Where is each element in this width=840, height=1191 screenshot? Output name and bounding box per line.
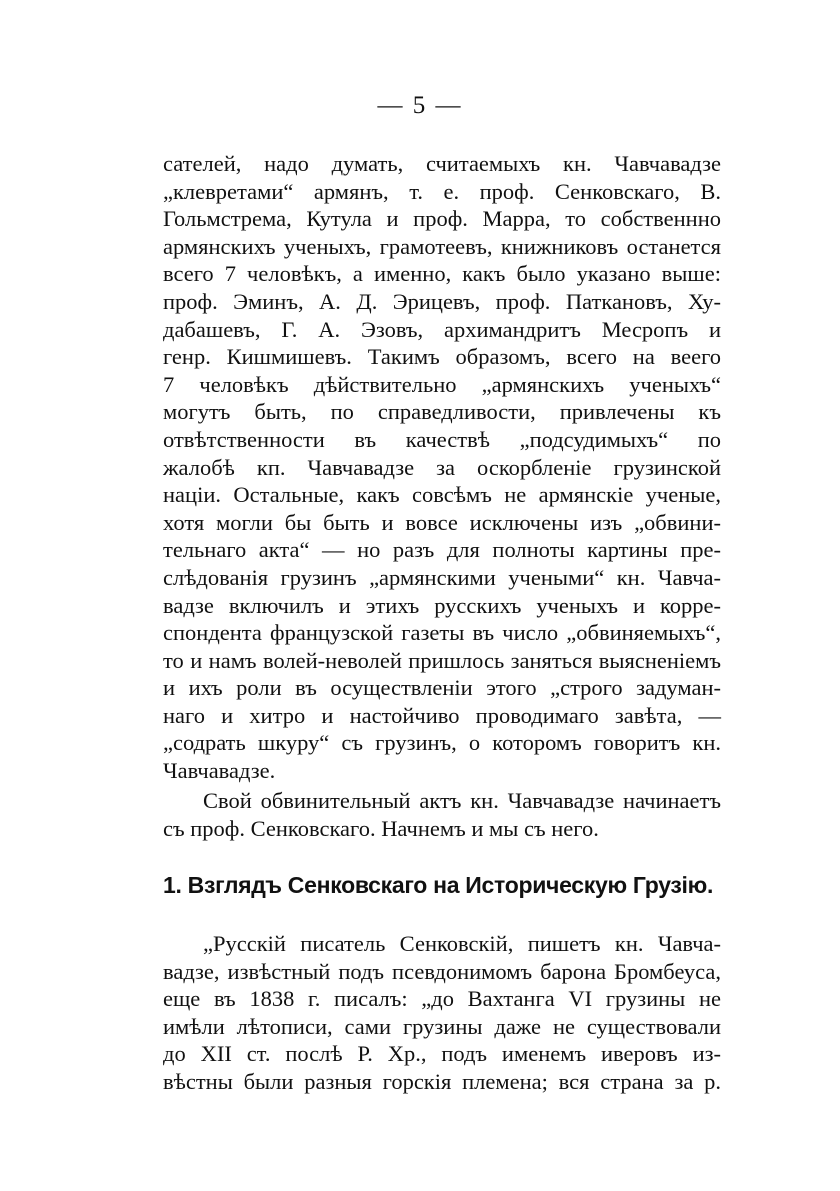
text-line: еще въ 1838 г. писалъ: „до Вахтанга VI грузины не [163, 986, 721, 1012]
text-line: націи. Остальные, какъ совсѣмъ не армянскіе ученые, [163, 482, 721, 508]
text-line: „клевретами“ армянъ, т. е. проф. Сенковскаго, В. [163, 178, 721, 204]
page-number: — 5 — [377, 92, 463, 119]
text-line: Чавчавадзе. [163, 758, 276, 784]
text-line: жалобѣ кп. Чавчавадзе за оскорбленіе грузинской [163, 454, 721, 480]
text-line: вадзе включилъ и этихъ русскихъ ученыхъ и корре- [163, 592, 721, 618]
text-line: тельнаго акта“ — но разъ для полноты картины пре- [163, 537, 721, 563]
text-line: то и намъ волей-неволей пришлось заняться выясненіемъ [163, 647, 721, 673]
text-line: наго и хитро и настойчиво проводимаго завѣта, — [163, 702, 721, 728]
text-line: проф. Эминъ, А. Д. Эрицевъ, проф. Паткановъ, Ху- [163, 288, 721, 314]
text-line: Гольмстрема, Кутула и проф. Марра, то собственнно [163, 206, 721, 232]
paragraph-2 [163, 787, 721, 842]
text-line: имѣли лѣтописи, сами грузины даже не существовали [163, 1013, 721, 1039]
text-line: „Русскій писатель Сенковскій, пишетъ кн. Чавча- [203, 931, 721, 956]
text-line: армянскихъ ученыхъ, грамотеевъ, книжниковъ останется [163, 233, 721, 259]
text-line: слѣдованія грузинъ „армянскими учеными“ кн. Чавча- [163, 564, 721, 590]
paragraph-3 [163, 930, 721, 1096]
text-line: дабашевъ, Г. А. Эзовъ, архимандритъ Месропъ и [163, 316, 721, 342]
text-line: сателей, надо думать, считаемыхъ кн. Чавчавадзе [163, 151, 721, 176]
text-line: генр. Кишмишевъ. Такимъ образомъ, всего на веего [163, 344, 721, 370]
text-line: могутъ быть, по справедливости, привлечены къ [163, 399, 721, 425]
text-line: вѣстны были разныя горскія племена; вся страна за р. [163, 1068, 721, 1094]
text-line: хотя могли бы быть и вовсе исключены изъ „обвини- [163, 509, 721, 535]
text-line: и ихъ роли въ осуществленіи этого „строго задуман- [163, 675, 721, 701]
text-line: до XII ст. послѣ Р. Хр., подъ именемъ иверовъ из- [163, 1041, 721, 1067]
text-line: „содрать шкуру“ съ грузинъ, о которомъ говоритъ кн. [163, 730, 721, 756]
text-line: всего 7 человѣкъ, а именно, какъ было указано выше: [163, 261, 721, 287]
section-heading: 1. Взглядъ Сенковскаго на Историческую Грузію. [163, 872, 714, 898]
text-line: 7 человѣкъ дѣйствительно „армянскихъ ученыхъ“ [163, 371, 721, 397]
text-line: спондента французской газеты въ число „обвиняемыхъ“, [163, 620, 721, 646]
text-line: съ проф. Сенковскаго. Начнемъ и мы съ него. [163, 815, 599, 841]
text-line: отвѣтственности въ качествѣ „подсудимыхъ“ по [163, 426, 721, 452]
paragraph-1 [163, 150, 721, 785]
text-line: вадзе, извѣстный подъ псевдонимомъ барона Бромбеуса, [163, 958, 721, 984]
text-line: Свой обвинительный актъ кн. Чавчавадзе начинаетъ [203, 788, 721, 813]
